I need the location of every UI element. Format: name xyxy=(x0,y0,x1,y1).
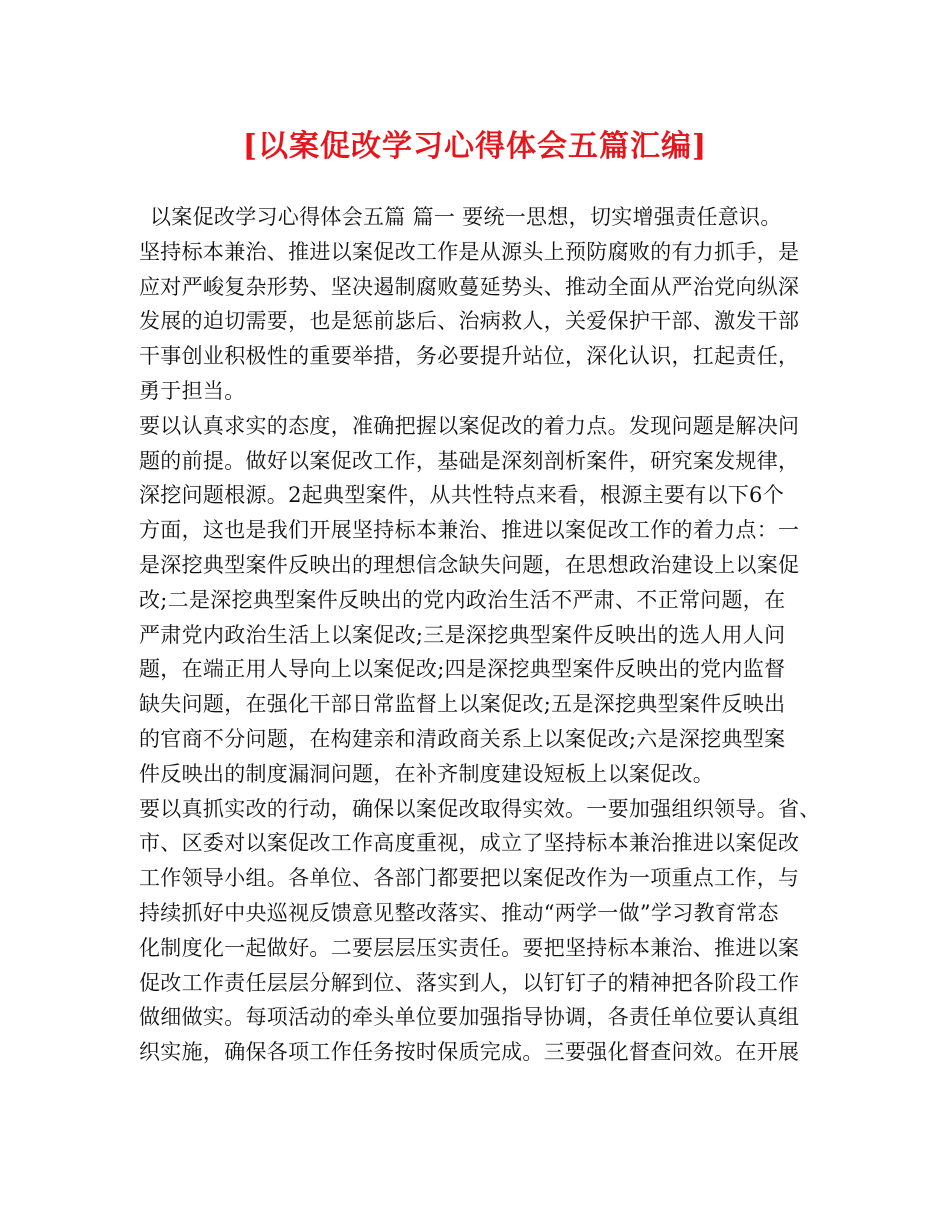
body-line: 促改工作责任层层分解到位、落实到人，以钉钉子的精神把各阶段工作 xyxy=(139,970,800,995)
body-line: 做细做实。每项活动的牵头单位要加强指导协调，各责任单位要认真组 xyxy=(139,1005,800,1030)
body-line: 方面，这也是我们开展坚持标本兼治、推进以案促改工作的着力点：一 xyxy=(139,518,800,543)
body-line: 要以真抓实改的行动，确保以案促改取得实效。一要加强组织领导。省、 xyxy=(139,796,821,821)
body-line: 题的前提。做好以案促改工作，基础是深刻剖析案件，研究案发规律， xyxy=(139,448,800,473)
body-line: 以案促改学习心得体会五篇 篇一 要统一思想，切实增强责任意识。 xyxy=(150,205,782,229)
body-line: 的官商不分问题，在构建亲和清政商关系上以案促改;六是深挖典型案 xyxy=(139,726,786,751)
body-line: 改;二是深挖典型案件反映出的党内政治生活不严肃、不正常问题，在 xyxy=(139,587,786,612)
body-line: 应对严峻复杂形势、坚决遏制腐败蔓延势头、推动全面从严治党向纵深 xyxy=(139,274,800,299)
body-line: 是深挖典型案件反映出的理想信念缺失问题，在思想政治建设上以案促 xyxy=(139,552,800,577)
body-line: 化制度化一起做好。二要层层压实责任。要把坚持标本兼治、推进以案 xyxy=(139,935,800,960)
body-line: 严肃党内政治生活上以案促改;三是深挖典型案件反映出的选人用人问 xyxy=(139,622,786,647)
body-line: 坚持标本兼治、推进以案促改工作是从源头上预防腐败的有力抓手，是 xyxy=(139,239,800,264)
body-line: 持续抓好中央巡视反馈意见整改落实、推动“两学一做”学习教育常态 xyxy=(139,900,779,925)
document-body xyxy=(139,200,820,1070)
body-line: 勇于担当。 xyxy=(139,378,246,403)
body-line: 深挖问题根源。2起典型案件，从共性特点来看，根源主要有以下6个 xyxy=(139,483,785,508)
body-line: 工作领导小组。各单位、各部门都要把以案促改作为一项重点工作，与 xyxy=(139,866,800,891)
body-line: 干事创业积极性的重要举措，务必要提升站位，深化认识，扛起责任， xyxy=(139,344,800,369)
body-line: 件反映出的制度漏洞问题，在补齐制度建设短板上以案促改。 xyxy=(139,761,715,786)
document-title: [以案促改学习心得体会五篇汇编] xyxy=(242,129,708,164)
body-line: 要以认真求实的态度，准确把握以案促改的着力点。发现问题是解决问 xyxy=(139,413,800,438)
body-line: 缺失问题，在强化干部日常监督上以案促改;五是深挖典型案件反映出 xyxy=(139,692,786,717)
body-line: 织实施，确保各项工作任务按时保质完成。三要强化督查问效。在开展 xyxy=(139,1040,800,1065)
body-line: 市、区委对以案促改工作高度重视，成立了坚持标本兼治推进以案促改 xyxy=(139,831,800,856)
body-line: 题，在端正用人导向上以案促改;四是深挖典型案件反映出的党内监督 xyxy=(139,657,786,682)
body-line: 发展的迫切需要，也是惩前毖后、治病救人，关爱保护干部、激发干部 xyxy=(139,309,800,334)
